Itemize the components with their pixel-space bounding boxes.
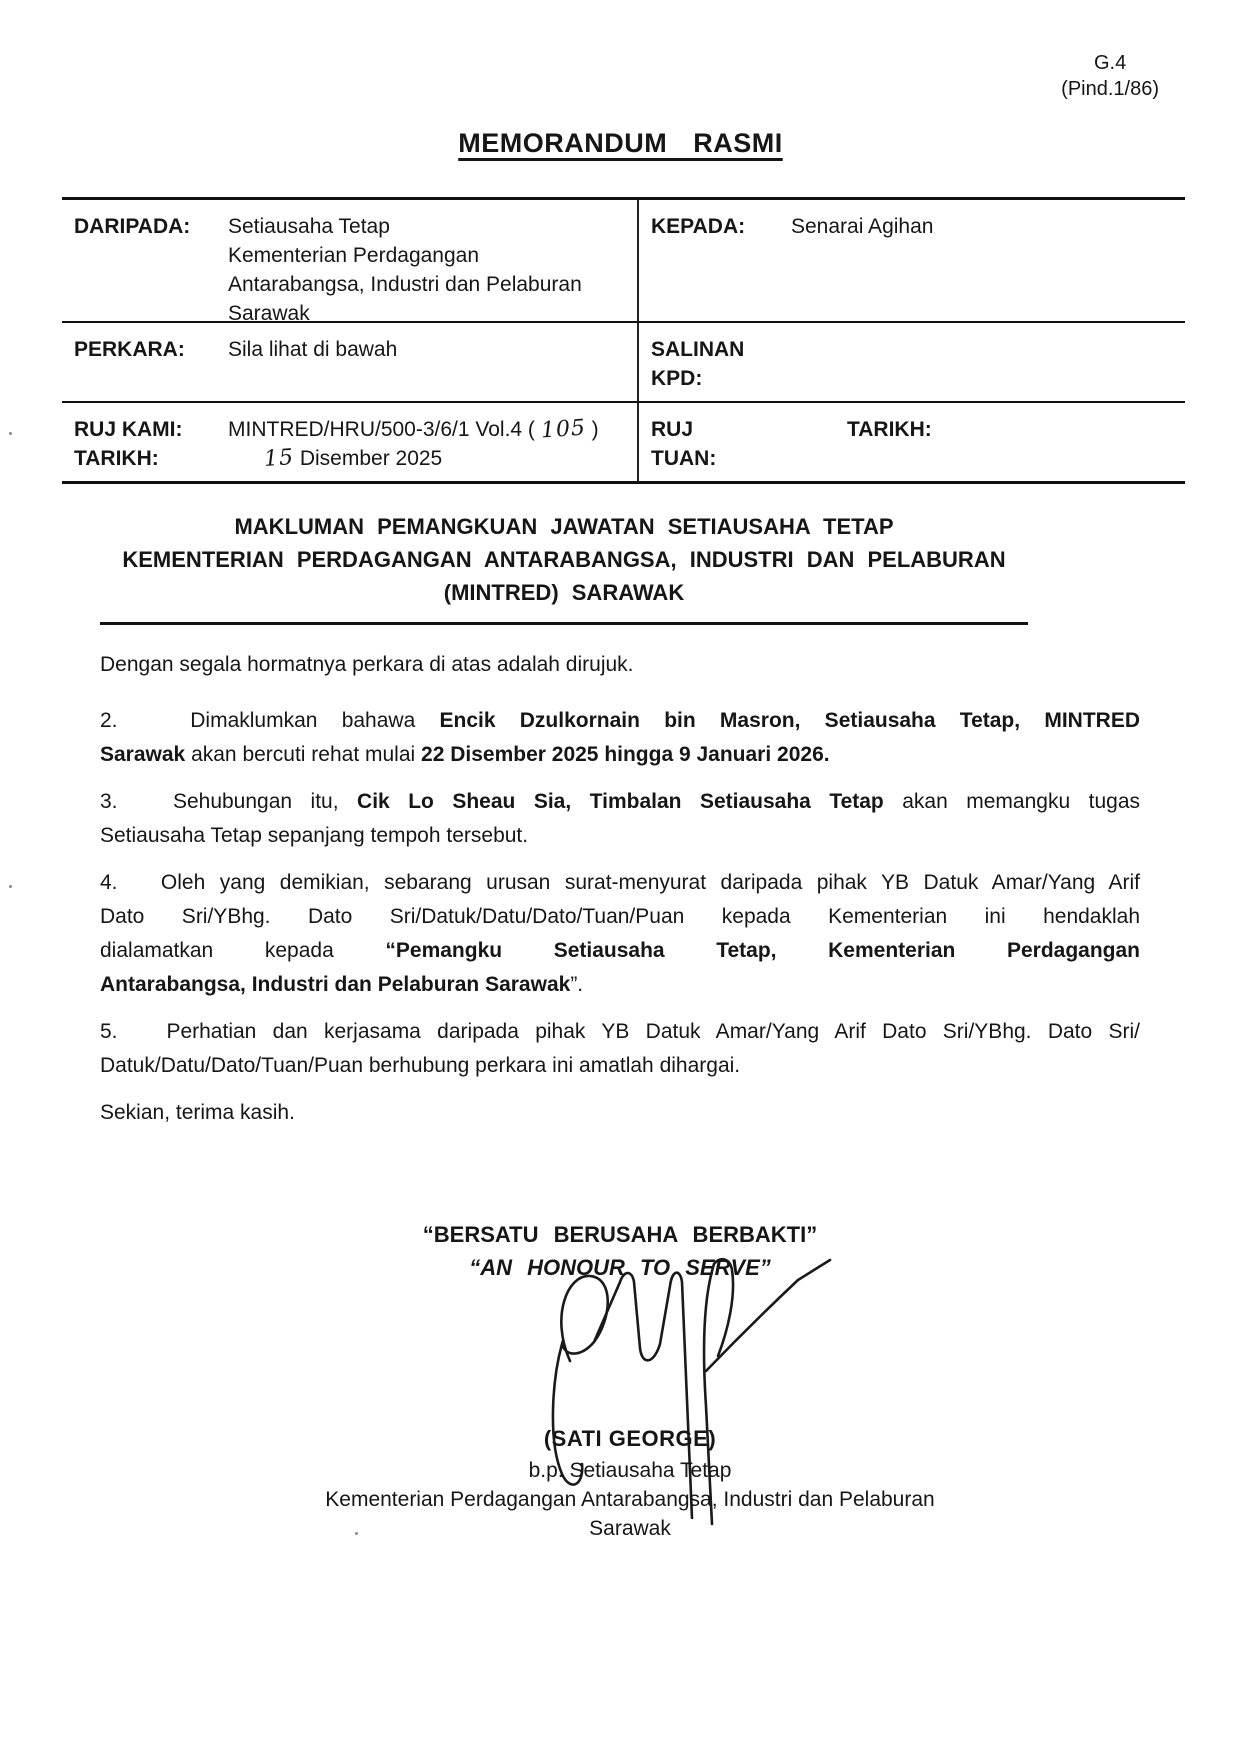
- paragraph-4: [100, 866, 1140, 1002]
- kepada-value: Senarai Agihan: [791, 215, 934, 238]
- tarikh-tuan-label: TARIKH:: [847, 418, 932, 441]
- daripada-cell: [62, 200, 637, 321]
- bold-text-run: Sarawak: [100, 743, 186, 766]
- tarikh-line: [74, 444, 627, 473]
- signatory-name: (SATI GEORGE): [543, 1426, 717, 1451]
- closing-line: Sekian, terima kasih.: [100, 1101, 295, 1124]
- signature-block: [100, 1424, 1160, 1543]
- ruj-tuan-cell: [637, 403, 1185, 481]
- text-run: Dengan segala hormatnya perkara di atas adalah dirujuk.: [100, 653, 634, 676]
- bold-text-run: 22 Disember 2025 hingga 9 Januari 2026.: [421, 743, 830, 766]
- tarikh-month-year: Disember 2025: [294, 447, 443, 470]
- text-line: [100, 785, 1140, 819]
- perkara-cell: [62, 323, 637, 401]
- text-run: 4. Oleh yang demikian, sebarang urusan surat-menyurat daripada pihak YB Datuk Amar/Yang Arif: [100, 871, 1140, 894]
- text-run: ”.: [570, 973, 584, 996]
- motto-malay: “BERSATU BERUSAHA BERBAKTI”: [422, 1222, 818, 1247]
- signatory-org-line: Sarawak: [589, 1517, 671, 1540]
- handwritten-ref-number: 105: [539, 415, 587, 444]
- salinan-cell: [637, 323, 1185, 401]
- ruj-kami-label: RUJ KAMI:: [74, 418, 183, 441]
- ref-suffix: ): [585, 418, 599, 441]
- perkara-label: PERKARA:: [74, 338, 185, 361]
- daripada-line: Setiausaha Tetap: [228, 215, 390, 238]
- ruj-kami-block: [74, 415, 627, 481]
- tarikh-label: TARIKH:: [74, 447, 159, 470]
- subject-line: (MINTRED) SARAWAK: [443, 580, 685, 605]
- daripada-line: Antarabangsa, Industri dan Pelaburan: [228, 273, 582, 296]
- form-revision: (Pind.1/86): [1061, 78, 1159, 100]
- text-run: Dato Sri/YBhg. Dato Sri/Datuk/Datu/Dato/Tuan/Puan kepada Kementerian ini hendaklah: [100, 905, 1140, 928]
- ref-prefix: MINTRED/HRU/500-3/6/1 Vol.4 (: [228, 418, 541, 441]
- bold-text-run: “Pemangku Setiausaha Tetap, Kementerian Perdagangan: [385, 939, 1140, 962]
- text-run: akan bercuti rehat mulai: [185, 743, 422, 766]
- text-run: Datuk/Datu/Dato/Tuan/Puan berhubung perkara ini amatlah dihargai.: [100, 1054, 741, 1077]
- ruj-kami-value: [228, 415, 599, 444]
- text-line: [100, 648, 1140, 682]
- motto-english: “AN HONOUR TO SERVE”: [469, 1255, 771, 1280]
- text-line: [100, 934, 1140, 968]
- text-line: [100, 1049, 1140, 1083]
- text-line: [100, 968, 1140, 1002]
- salinan-label-line: SALINAN: [651, 338, 745, 361]
- text-line: [100, 1015, 1140, 1049]
- text-line: [100, 738, 1140, 772]
- page-title: [0, 128, 1241, 159]
- page-title-text: MEMORANDUM RASMI: [458, 128, 783, 158]
- text-run: akan memangku tugas: [883, 790, 1140, 813]
- ruj-tuan-label-line: TUAN:: [651, 447, 717, 470]
- daripada-label: DARIPADA:: [74, 215, 191, 238]
- salinan-label-line: KPD:: [651, 367, 703, 390]
- paragraph-5: [100, 1015, 1140, 1083]
- ruj-kami-cell: [62, 403, 637, 481]
- subject-line: KEMENTERIAN PERDAGANGAN ANTARABANGSA, INDUSTRI DAN PELABURAN: [122, 547, 1006, 572]
- text-run: 5. Perhatian dan kerjasama daripada pihak YB Datuk Amar/Yang Arif Dato Sri/YBhg. Dato Sri/: [100, 1020, 1140, 1043]
- scan-speck: [9, 885, 12, 888]
- ruj-kami-line: [74, 415, 627, 444]
- ruj-tuan-label-line: RUJ: [651, 418, 694, 441]
- text-line: [100, 819, 1140, 853]
- signatory-pp-line: b.p. Setiausaha Tetap: [528, 1459, 732, 1482]
- ruj-tuan-label: [651, 415, 847, 481]
- bold-text-run: Cik Lo Sheau Sia, Timbalan Setiausaha Tetap: [357, 790, 884, 813]
- daripada-value: [228, 212, 627, 321]
- daripada-line: Kementerian Perdagangan: [228, 244, 480, 267]
- handwritten-day: 15: [263, 444, 295, 473]
- table-row-ruj-tarikh: [62, 401, 1185, 481]
- bold-text-run: Encik Dzulkornain bin Masron, Setiausaha Tetap, MINTRED: [439, 709, 1140, 732]
- signatory-org-line: Kementerian Perdagangan Antarabangsa, Industri dan Pelaburan: [325, 1488, 935, 1511]
- text-run: dialamatkan kepada: [100, 939, 386, 962]
- text-line: [100, 704, 1140, 738]
- scan-speck: [9, 432, 12, 435]
- text-run: Setiausaha Tetap sepanjang tempoh tersebut.: [100, 824, 529, 847]
- table-row-daripada-kepada: [62, 200, 1185, 321]
- text-run: 2. Dimaklumkan bahawa: [100, 709, 440, 732]
- form-code: G.4: [1093, 52, 1127, 74]
- text-run: 3. Sehubungan itu,: [100, 790, 358, 813]
- subject-line: MAKLUMAN PEMANGKUAN JAWATAN SETIAUSAHA TETAP: [234, 514, 894, 539]
- paragraph-3: [100, 785, 1140, 853]
- paragraph-2: [100, 704, 1140, 772]
- kepada-label: KEPADA:: [651, 215, 746, 238]
- memo-body: [100, 648, 1140, 1130]
- daripada-line: Sarawak: [228, 302, 310, 321]
- subject-heading: [100, 510, 1028, 625]
- table-row-perkara-salinan: [62, 321, 1185, 401]
- paragraph-1: [100, 648, 1140, 682]
- scan-speck: [355, 1532, 358, 1535]
- perkara-value: Sila lihat di bawah: [228, 338, 398, 361]
- text-line: [100, 900, 1140, 934]
- bold-text-run: Antarabangsa, Industri dan Pelaburan Sarawak: [100, 973, 571, 996]
- salinan-label: [651, 335, 744, 401]
- memo-header-table: [62, 197, 1185, 484]
- tarikh-value: [228, 444, 442, 473]
- kepada-cell: [637, 200, 1185, 321]
- form-code-block: [1061, 50, 1159, 102]
- text-line: [100, 866, 1140, 900]
